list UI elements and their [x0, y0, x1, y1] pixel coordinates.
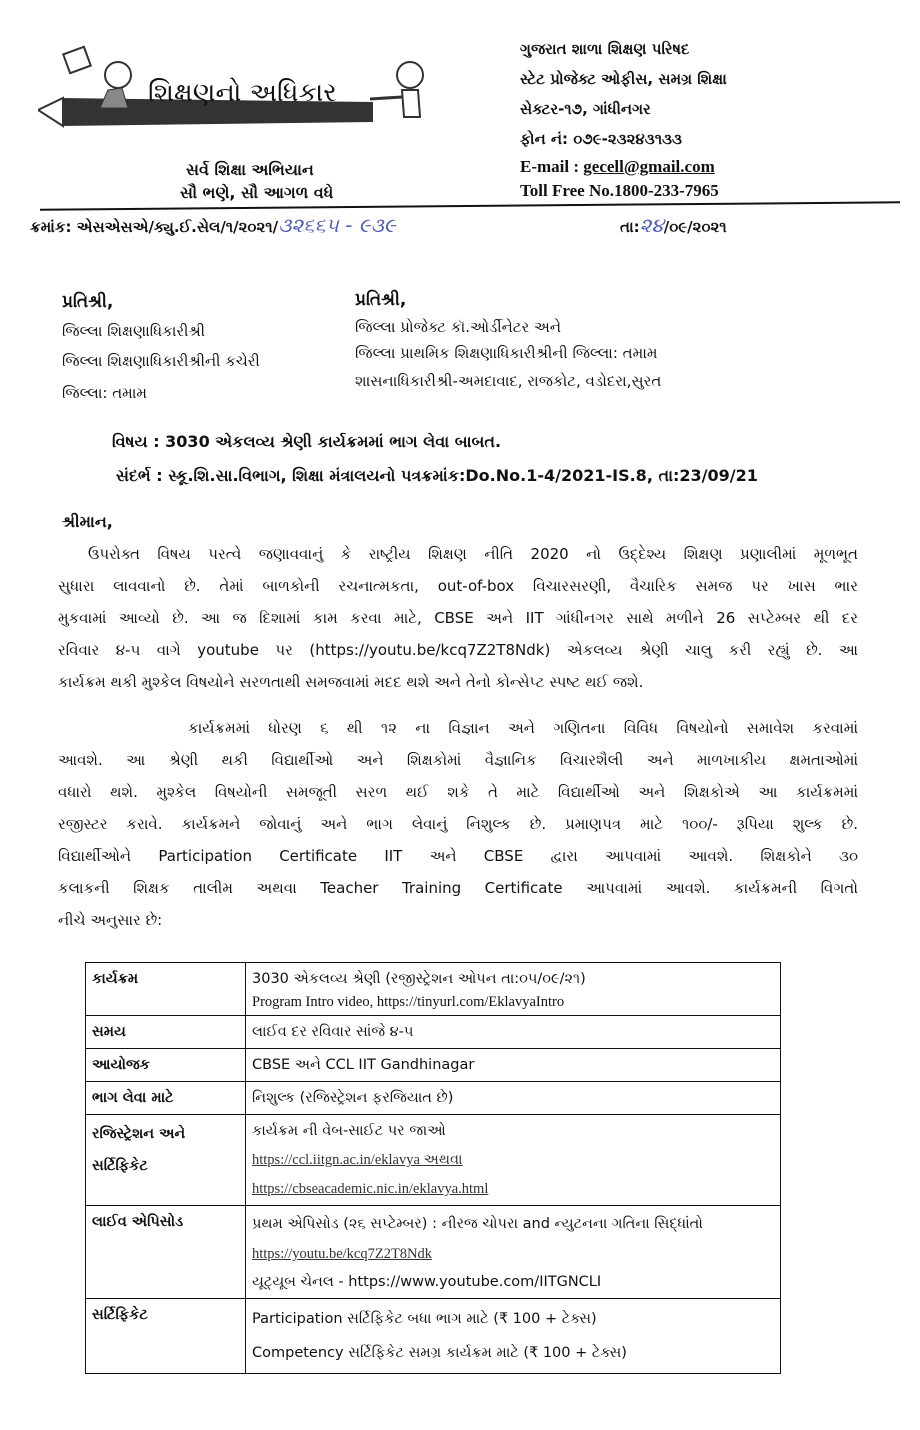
date-prefix: તા:: [620, 218, 640, 236]
table-row: [86, 1115, 781, 1206]
cbse-link[interactable]: https://cbseacademic.nic.in/eklavya.html: [252, 1181, 489, 1197]
row-key: સમય: [86, 1016, 246, 1049]
email-line: [520, 157, 715, 177]
address-line: સ્ટેટ પ્રોજેક્ટ ઓફીસ, સમગ્ર શિક્ષા: [520, 70, 727, 88]
value-line: 3030 એકલવ્ય શ્રેણી (રજીસ્ટ્રેશન ઓપન તા:૦૫/૦૯/૨૧): [252, 971, 586, 987]
row-key: લાઈવ એપિસોડ: [86, 1206, 246, 1299]
address-line: ગુજરાત શાળા શિક્ષણ પરિષદ: [520, 40, 690, 58]
recipient-right-title: પ્રતિશ્રી,: [355, 290, 407, 310]
para-line: રજીસ્ટર કરાવે. કાર્યક્રમને જોવાનું અને ભાગ લેવાનું નિશુલ્ક છે. પ્રમાણપત્ર માટે ૧૦૦/- રૂપિયા શુલ્ક છે.: [58, 815, 858, 833]
row-value: નિશુલ્ક (રજિસ્ટ્રેશન ફરજિયાત છે): [246, 1082, 781, 1115]
value-line: Participation સર્ટિફિકેટ બધા ભાગ માટે (₹ 100 + ટેક્સ): [252, 1311, 597, 1327]
toll-free: Toll Free No.1800-233-7965: [520, 181, 719, 200]
ref-prefix: ક્રમાંક: એસએસએ/ક્યુ.ઈ.સેલ/૧/૨૦૨૧/: [30, 218, 279, 236]
boy-illustration: [368, 55, 428, 135]
table-row: [86, 963, 781, 1016]
table-row: [86, 1049, 781, 1082]
para-line: ઉપરોક્ત વિષય પરત્વે જણાવવાનું કે રાષ્ટ્રીય શિક્ષણ નીતિ 2020 નો ઉદ્દેશ્ય શિક્ષણ પ્રણાલીમાં મૂળભૂત: [88, 545, 858, 563]
date-rest: /૦૯/૨૦૨૧: [663, 218, 727, 236]
para-line: કાર્યક્રમ થકી મુશ્કેલ વિષયોને સરળતાથી સમજવામાં મદદ થશે અને તેનો કોન્સેપ્ટ સ્પષ્ટ થઈ જશે.: [58, 673, 644, 691]
row-key: સર્ટિફિકેટ: [86, 1299, 246, 1374]
intro-video-link[interactable]: Program Intro video, https://tinyurl.com/EklavyaIntro: [252, 994, 565, 1010]
youtube-channel-link[interactable]: યૂટ્યૂબ ચેનલ - https://www.youtube.com/IITGNCLI: [252, 1274, 602, 1290]
ccl-link[interactable]: https://ccl.iitgn.ac.in/eklavya અથવા: [252, 1152, 463, 1168]
row-key: રજિસ્ટ્રેશન અને સર્ટિફિકેટ: [86, 1115, 246, 1206]
recipient-left-line: જિલ્લા શિક્ષણાધિકારીશ્રી: [62, 322, 205, 340]
table-row: [86, 1299, 781, 1374]
para-line: રવિવાર ૪-૫ વાગે youtube પર (https://youtu.be/kcq7Z2T8Ndk) એકલવ્ય શ્રેણી ચાલુ કરી રહ્યું છે. આ: [58, 641, 858, 659]
reference-number: [30, 213, 396, 237]
row-key: કાર્યક્રમ: [86, 963, 246, 1016]
address-line: સેક્ટર-૧૭, ગાંધીનગર: [520, 100, 651, 118]
para-line: મુકવામાં આવ્યો છે. આ જ દિશામાં કામ કરવા માટે, CBSE અને IIT ગાંધીનગર સાથે મળીને 26 સપ્ટેમ્બર થી દર: [58, 609, 858, 627]
recipient-right-line: જિલ્લા પ્રોજેક્ટ કૉ.ઓર્ડીનેટર અને: [355, 318, 562, 336]
subject: વિષય : 3030 એકલવ્ય શ્રેણી કાર્યક્રમમાં ભાગ લેવા બાબત.: [112, 432, 502, 451]
handwritten-day: ૨૪: [639, 213, 664, 237]
recipient-right-line: શાસનાધિકારીશ્રી-અમદાવાદ, રાજકોટ, વડોદરા,સુરત: [355, 372, 662, 390]
para-line: કલાકની શિક્ષક તાલીમ અથવા Teacher Training Certificate આપવામાં આવશે. કાર્યક્રમની વિગતો: [58, 879, 858, 897]
para-line: આવશે. આ શ્રેણી થકી વિદ્યાર્થીઓ અને શિક્ષકોમાં વૈજ્ઞાનિક વિચારશૈલી અને માળખાકીય ક્ષમતાઓમાં: [58, 751, 858, 769]
handwritten-number: ૩૨૬૬૫ - ૯૩૯: [278, 213, 396, 237]
para-line: વધારો થશે. મુશ્કેલ વિષયોની સમજૂતી સરળ થઈ શકે તે માટે વિદ્યાર્થીઓ અને શિક્ષકોએ આ કાર્યક્રમમાં: [58, 783, 858, 801]
para-line: નીચે અનુસાર છે:: [58, 911, 163, 929]
row-value: [246, 1115, 781, 1206]
email-label: E-mail :: [520, 157, 584, 176]
row-value: CBSE અને CCL IIT Gandhinagar: [246, 1049, 781, 1082]
logo-line-1: સર્વ શિક્ષા અભિયાન: [186, 160, 314, 179]
salutation: શ્રીમાન,: [62, 512, 113, 531]
program-details-table: [85, 962, 781, 1374]
letter-date: [620, 213, 727, 237]
reference: સંદર્ભ : સ્કૂ.શિ.સા.વિભાગ, શિક્ષા મંત્રાલયનો પત્રક્રમાંક:Do.No.1-4/2021-IS.8, તા:23/09/21: [116, 466, 758, 485]
row-value: [246, 963, 781, 1016]
table-row: [86, 1016, 781, 1049]
value-line: કાર્યક્રમ ની વેબ-સાઈટ પર જાઓ: [252, 1123, 446, 1139]
youtube-video-link[interactable]: https://youtu.be/kcq7Z2T8Ndk: [252, 1246, 433, 1262]
phone-line: ફોન નં: ૦૭૯-૨૩૨૪૩૧૩૩: [520, 130, 683, 148]
row-key: આયોજક: [86, 1049, 246, 1082]
row-value: લાઈવ દર રવિવાર સાંજે ૪-૫: [246, 1016, 781, 1049]
email-link[interactable]: gecell@gmail.com: [583, 157, 715, 176]
row-value: [246, 1206, 781, 1299]
table-row: [86, 1206, 781, 1299]
header-divider: [40, 201, 900, 211]
para-line: સુધારા લાવવાનો છે. તેમાં બાળકોની રચનાત્મકતા, out-of-box વિચારસરણી, વૈચારિક સમજ પર ખાસ ભાર: [58, 577, 858, 595]
row-key: ભાગ લેવા માટે: [86, 1082, 246, 1115]
value-line: પ્રથમ એપિસોડ (૨૬ સપ્ટેમ્બર) : નીરજ ચોપરા and ન્યુટનના ગતિના સિદ્ધાંતો: [252, 1216, 703, 1232]
value-line: Competency સર્ટિફિકેટ સમગ્ર કાર્યક્રમ માટે (₹ 100 + ટેક્સ): [252, 1345, 627, 1361]
recipient-left-title: પ્રતિશ્રી,: [62, 292, 114, 312]
paragraph-1: [58, 538, 858, 698]
para-line: વિદ્યાર્થીઓને Participation Certificate IIT અને CBSE દ્વારા આપવામાં આવશે. શિક્ષકોને ૩૦: [58, 847, 858, 865]
logo-line-2: સૌ ભણે, સૌ આગળ વધે: [180, 183, 334, 202]
recipient-left-line: જિલ્લા: તમામ: [62, 384, 148, 402]
recipient-right-line: જિલ્લા પ્રાથમિક શિક્ષણાધિકારીશ્રીની જિલ્લા: તમામ: [355, 344, 658, 362]
paragraph-2: [58, 712, 858, 936]
recipient-left-line: જિલ્લા શિક્ષણાધિકારીશ્રીની કચેરી: [62, 352, 260, 370]
row-value: [246, 1299, 781, 1374]
logo-title: શિક્ષણનો અધિકાર: [148, 78, 337, 108]
para-line: કાર્યક્રમમાં ધોરણ ૬ થી ૧૨ ના વિજ્ઞાન અને ગણિતના વિવિધ વિષયોનો સમાવેશ કરવામાં: [188, 719, 858, 737]
table-row: [86, 1082, 781, 1115]
